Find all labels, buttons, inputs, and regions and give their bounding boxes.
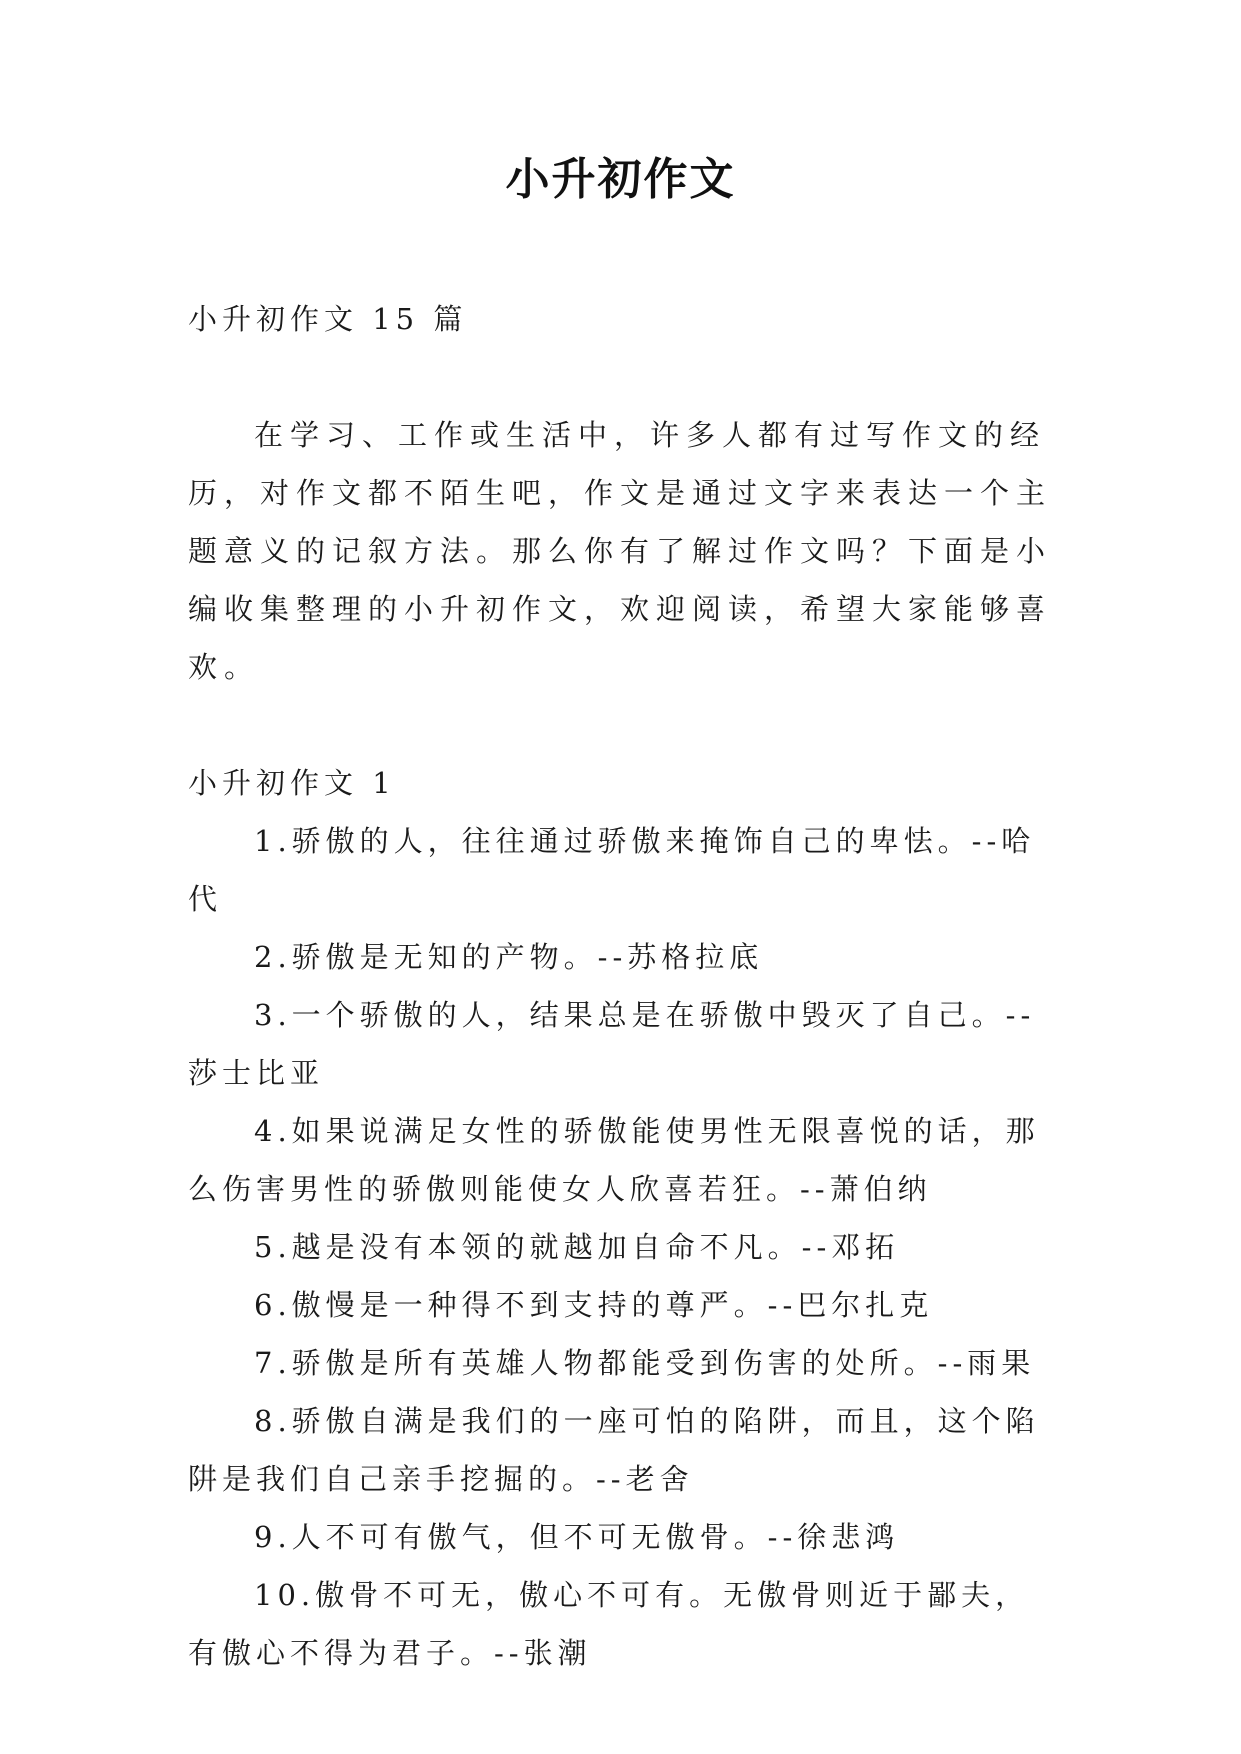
- quote-item: 7.骄傲是所有英雄人物都能受到伤害的处所。--雨果: [254, 1346, 1036, 1380]
- intro-paragraph: 在学习、工作或生活中，许多人都有过写作文的经历，对作文都不陌生吧，作文是通过文字来表达一个主题意义的记叙方法。那么你有了解过作文吗？下面是小编收集整理的小升初作文，欢迎阅读，希望大家能够喜欢。: [188, 418, 1053, 684]
- quote-item: 6.傲慢是一种得不到支持的尊严。--巴尔扎克: [254, 1288, 934, 1322]
- quote-item: 9.人不可有傲气，但不可无傲骨。--徐悲鸿: [254, 1520, 900, 1554]
- section-heading: 小升初作文 1: [188, 766, 396, 800]
- quote-item: 4.如果说满足女性的骄傲能使男性无限喜悦的话，那么伤害男性的骄傲则能使女人欣喜若狂。--萧伯纳: [188, 1114, 1040, 1206]
- document-subtitle: 小升初作文 15 篇: [188, 302, 468, 336]
- quote-item: 3.一个骄傲的人，结果总是在骄傲中毁灭了自己。--莎士比亚: [188, 998, 1036, 1090]
- quote-item: 10.傲骨不可无，傲心不可有。无傲骨则近于鄙夫，有傲心不得为君子。--张潮: [188, 1578, 1030, 1670]
- document-title: 小升初作文: [505, 154, 736, 205]
- quote-item: 5.越是没有本领的就越加自命不凡。--邓拓: [254, 1230, 900, 1264]
- document-body: [188, 290, 1058, 1682]
- quote-item: 2.骄傲是无知的产物。--苏格拉底: [254, 940, 764, 974]
- quote-item: 1.骄傲的人，往往通过骄傲来掩饰自己的卑怯。--哈代: [188, 824, 1036, 916]
- quote-item: 8.骄傲自满是我们的一座可怕的陷阱，而且，这个陷阱是我们自己亲手挖掘的。--老舍: [188, 1404, 1040, 1496]
